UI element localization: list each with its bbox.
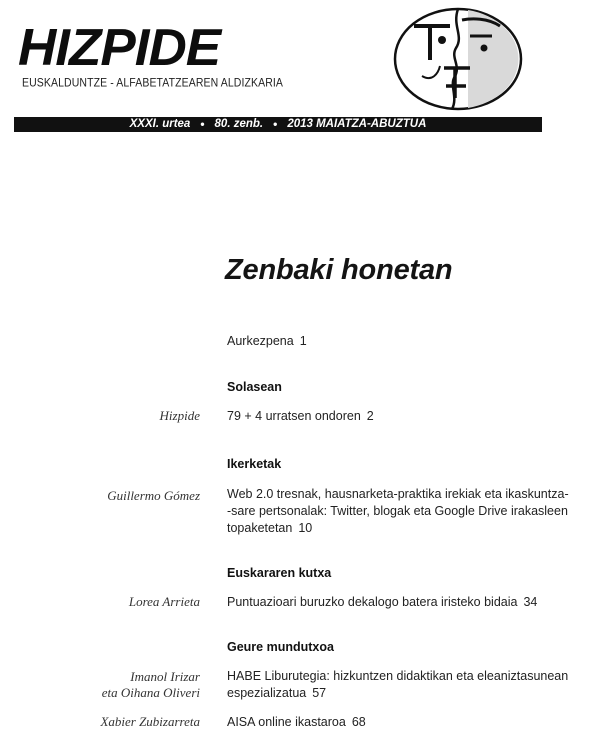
toc-entry[interactable] [227,668,587,702]
toc-entry[interactable] [227,408,587,424]
entry-title-line: Web 2.0 tresnak, hausnarketa-praktika irekiak eta ikaskuntza- [227,487,569,501]
issue-volume: XXXI. urtea [129,118,191,130]
entry-title: Puntuazioari buruzko dekalogo batera iristeko bidaia [227,595,518,609]
issue-info-bar [14,117,542,132]
entry-page-number: 2 [366,409,374,423]
issue-date: 2013 MAIATZA-ABUZTUA [287,118,427,130]
entry-title: 79 + 4 urratsen ondoren [227,409,361,423]
entry-title-line: espezializatua [227,686,307,700]
entry-title: Aurkezpena [227,334,294,348]
magazine-subtitle: EUSKALDUNTZE - ALFABETATZEAREN ALDIZKARIA [22,76,284,90]
entry-title-line: HABE Liburutegia: hizkuntzen didaktikan eta eleaniztasunean [227,669,569,683]
entry-author-line: eta Oihana Oliveri [101,685,200,700]
toc-entry[interactable] [227,594,587,610]
section-heading-ikerketak: Ikerketak [227,457,282,471]
masthead [0,0,600,140]
toc-entry[interactable] [227,714,587,730]
entry-title: AISA online ikastaroa [227,715,346,729]
toc-entry-intro[interactable] [227,333,587,349]
entry-author: Hizpide [159,408,200,423]
entry-title-line: -sare pertsonalak: Twitter, blogak eta Google Drive irakasleen [227,504,568,518]
entry-title-line: topaketetan [227,521,293,535]
entry-author-line: Imanol Irizar [130,669,200,684]
issue-number: 80. zenb. [214,118,264,130]
entry-page-number: 34 [523,595,538,609]
page-title: Zenbaki honetan [225,254,453,286]
bullet-separator: • [200,117,205,131]
face-logo-icon [392,6,524,112]
section-heading-geure-mundutxoa: Geure mundutxoa [227,640,334,654]
entry-author [0,669,200,701]
entry-page-number: 1 [299,334,307,348]
toc-entry[interactable] [227,486,587,537]
magazine-title: HIZPIDE [18,19,221,77]
entry-author: Xabier Zubizarreta [100,714,200,729]
entry-page-number: 68 [351,715,366,729]
entry-author: Guillermo Gómez [107,488,200,503]
bullet-separator: • [273,117,278,131]
section-heading-solasean: Solasean [227,380,282,394]
section-heading-euskararen-kutxa: Euskararen kutxa [227,566,332,580]
entry-author: Lorea Arrieta [128,594,200,609]
entry-page-number: 57 [312,686,327,700]
entry-page-number: 10 [298,521,313,535]
